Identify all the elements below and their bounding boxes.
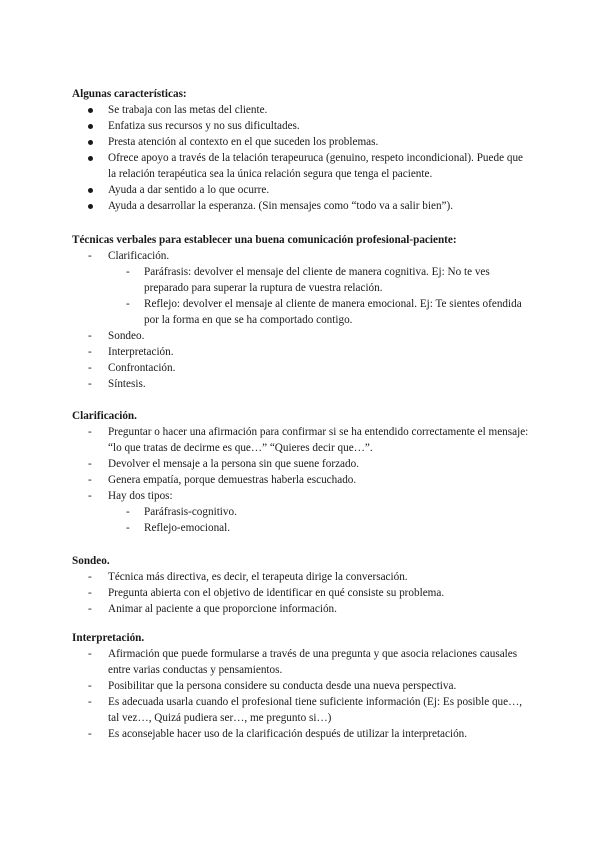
list-item-text: Hay dos tipos: (108, 490, 173, 502)
dash-icon: - (88, 603, 92, 615)
list-item-text: Sondeo. (108, 330, 145, 342)
dash-icon: - (88, 474, 92, 486)
list-item (72, 376, 532, 392)
dash-icon: - (126, 506, 130, 518)
list-item-text: Presta atención al contexto en el que suceden los problemas. (108, 136, 379, 148)
dash-icon: - (88, 346, 92, 358)
section-clarificacion (72, 408, 532, 536)
dash-icon: - (88, 571, 92, 583)
list-item (72, 102, 532, 118)
section-heading: Técnicas verbales para establecer una buena comunicación profesional-paciente: (72, 234, 457, 246)
list-item (72, 134, 532, 150)
section-heading: Sondeo. (72, 555, 110, 567)
list-item (72, 678, 532, 694)
list-item-text: Reflejo: devolver el mensaje al cliente de manera emocional. Ej: Te sientes ofendida por la forma en que se ha comportado contigo. (144, 298, 522, 326)
list-item-text: Animar al paciente a que proporcione información. (108, 603, 337, 615)
list-item (72, 424, 532, 456)
dash-icon: - (126, 266, 130, 278)
list-item-text: Genera empatía, porque demuestras haberla escuchado. (108, 474, 357, 486)
dash-icon: - (88, 648, 92, 660)
list-item-text: Clarificación. (108, 250, 170, 262)
list-item-text: Afirmación que puede formularse a través de una pregunta y que asocia relaciones causales entre varias conductas y pensamientos. (108, 648, 518, 676)
list-item (72, 472, 532, 488)
dash-icon: - (88, 680, 92, 692)
section-heading: Clarificación. (72, 410, 137, 422)
list-item-text: Se trabaja con las metas del cliente. (108, 104, 268, 116)
list-item-text: Es adecuada usarla cuando el profesional tiene suficiente información (Ej: Es posible que…, tal vez…, Quizá pudiera ser…, me pregunto si…) (108, 696, 523, 724)
list-item-text: Posibilitar que la persona considere su conducta desde una nueva perspectiva. (108, 680, 457, 692)
list-item-text: Enfatiza sus recursos y no sus dificultades. (108, 120, 300, 132)
dash-icon: - (88, 362, 92, 374)
section-tecnicas (72, 232, 532, 392)
list-item-text: Ofrece apoyo a través de la telación terapeuruca (genuino, respeto incondicional). Puede que la relación terapéutica sea la única relación segura que tenga el paciente. (108, 152, 523, 180)
list-item-text: Reflejo-emocional. (144, 522, 231, 534)
list-item (72, 328, 532, 344)
bullet-icon (88, 150, 93, 166)
bullet-icon (88, 102, 93, 118)
section-interpretacion (72, 630, 532, 742)
section-sondeo (72, 553, 532, 617)
list-item-text: Técnica más directiva, es decir, el terapeuta dirige la conversación. (108, 571, 408, 583)
bullet-icon (88, 118, 93, 134)
dash-icon: - (88, 426, 92, 438)
bullet-list (72, 102, 532, 214)
list-item-text: Paráfrasis-cognitivo. (144, 506, 237, 518)
bullet-icon (88, 198, 93, 214)
list-item (72, 456, 532, 472)
list-item-text: Paráfrasis: devolver el mensaje del cliente de manera cognitiva. Ej: No te ves preparado para superar la ruptura de vuestra relación. (144, 266, 490, 294)
list-item (72, 118, 532, 134)
list-item-text: Síntesis. (108, 378, 146, 390)
dash-icon: - (88, 587, 92, 599)
dash-icon: - (126, 522, 130, 534)
sub-list-item (72, 264, 532, 296)
list-item (72, 182, 532, 198)
list-item-text: Ayuda a dar sentido a lo que ocurre. (108, 184, 270, 196)
dash-icon: - (88, 250, 92, 262)
list-item-text: Confrontación. (108, 362, 176, 374)
list-item-text: Es aconsejable hacer uso de la clarificación después de utilizar la interpretación. (108, 728, 468, 740)
list-item (72, 344, 532, 360)
dash-list (72, 646, 532, 742)
dash-icon: - (88, 728, 92, 740)
dash-list (72, 569, 532, 617)
list-item (72, 569, 532, 585)
section-caracteristicas (72, 86, 532, 214)
list-item (72, 646, 532, 678)
sub-list-item (72, 520, 532, 536)
sub-list-item (72, 504, 532, 520)
list-item-text: Pregunta abierta con el objetivo de identificar en qué consiste su problema. (108, 587, 445, 599)
list-item (72, 198, 532, 214)
dash-icon: - (126, 298, 130, 310)
dash-icon: - (88, 490, 92, 502)
sub-list-item (72, 296, 532, 328)
list-item (72, 694, 532, 726)
list-item-text: Preguntar o hacer una afirmación para confirmar si se ha entendido correctamente el mensaje: “lo que tratas de decirme es que…” “Quieres decir que…”. (108, 426, 529, 454)
list-item (72, 488, 532, 504)
dash-icon: - (88, 458, 92, 470)
section-heading: Interpretación. (72, 632, 145, 644)
dash-list (72, 424, 532, 536)
list-item (72, 150, 532, 182)
list-item-text: Devolver el mensaje a la persona sin que suene forzado. (108, 458, 359, 470)
dash-list (72, 248, 532, 392)
list-item (72, 601, 532, 617)
dash-icon: - (88, 378, 92, 390)
dash-icon: - (88, 330, 92, 342)
list-item (72, 726, 532, 742)
bullet-icon (88, 182, 93, 198)
bullet-icon (88, 134, 93, 150)
list-item (72, 248, 532, 264)
list-item (72, 585, 532, 601)
list-item-text: Interpretación. (108, 346, 174, 358)
section-heading: Algunas características: (72, 88, 187, 100)
dash-icon: - (88, 696, 92, 708)
list-item-text: Ayuda a desarrollar la esperanza. (Sin mensajes como “todo va a salir bien”). (108, 200, 454, 212)
list-item (72, 360, 532, 376)
